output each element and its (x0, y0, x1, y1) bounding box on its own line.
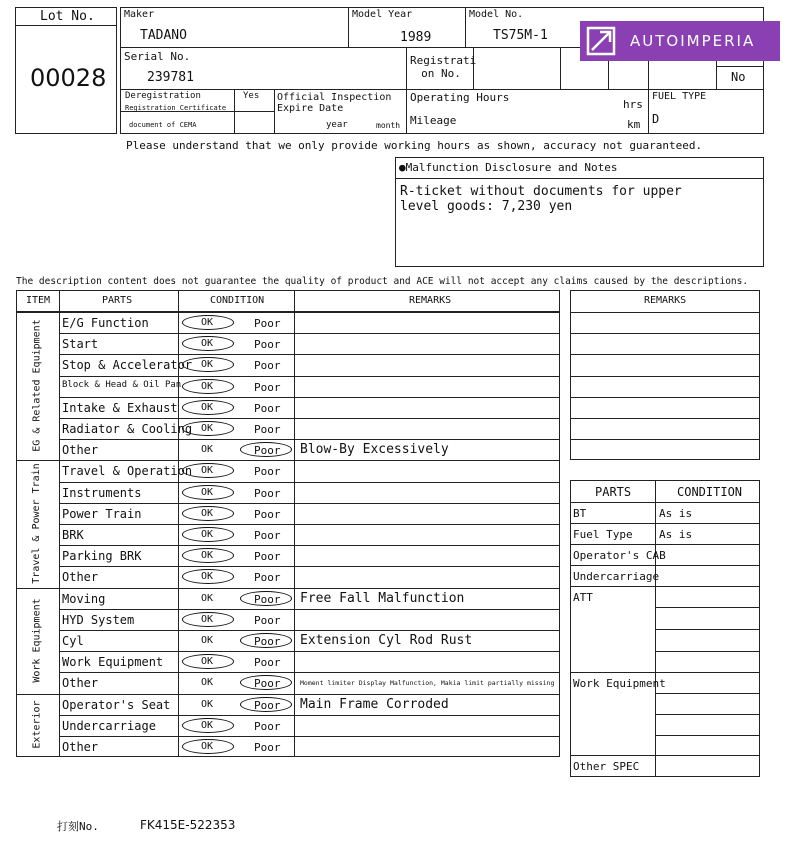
group-label: Exterior (31, 700, 43, 749)
model-no-value: TS75M-1 (493, 28, 548, 43)
ok-label: OK (201, 635, 214, 646)
part-name: Intake & Exhaust (62, 400, 178, 415)
poor-circle-mark (240, 591, 292, 606)
ok-label: OK (201, 529, 214, 540)
poor-label: Poor (254, 741, 281, 754)
remark-text: Moment limiter Display Malfunction, Makia limit partially missing (300, 679, 555, 688)
part-name: HYD System (62, 612, 135, 627)
right-part-condition: As is (659, 528, 693, 541)
ok-label: OK (201, 465, 214, 477)
dereg-value: Yes (243, 91, 260, 101)
ok-circle-mark (182, 400, 234, 415)
ok-label: OK (201, 592, 214, 604)
part-name: Other (62, 443, 99, 458)
poor-label: Poor (254, 635, 281, 648)
part-name: Moving (62, 591, 106, 606)
part-name: Travel & Operation (62, 464, 193, 479)
month-label: month (376, 121, 401, 130)
logo-text: AUTOIMPERIA (630, 32, 756, 50)
poor-label: Poor (254, 317, 281, 330)
operating-hours-label: Operating Hours (410, 91, 510, 104)
group-label: EG & Related Equipment (31, 319, 43, 452)
year-label: year (326, 120, 348, 130)
group-label: Work Equipment (31, 597, 43, 683)
ac-value: No (731, 70, 746, 84)
lot-number: 00028 (30, 64, 107, 92)
group-label: Travel & Power Train (31, 463, 43, 584)
autoimperia-logo (580, 21, 780, 61)
ok-label: OK (201, 719, 214, 731)
part-name: BRK (62, 528, 84, 542)
poor-label: Poor (254, 719, 281, 733)
poor-label: Poor (254, 486, 281, 500)
ok-label: OK (201, 677, 214, 689)
part-name: Power Train (62, 506, 142, 521)
remark-text: Blow-By Excessively (300, 442, 449, 458)
poor-label: Poor (254, 571, 281, 585)
hrs-label: hrs (623, 98, 643, 111)
ok-circle-mark (182, 315, 234, 330)
poor-label: Poor (254, 338, 281, 352)
part-name: Other (62, 740, 99, 754)
ok-circle-mark (182, 612, 234, 627)
mileage-label: Mileage (410, 114, 457, 127)
ok-circle-mark (182, 718, 234, 733)
right-part-name: Other SPEC (573, 760, 640, 773)
part-name: Parking BRK (62, 549, 142, 564)
dereg-label: Deregistration (125, 91, 201, 101)
col-item: ITEM (26, 295, 51, 306)
ok-label: OK (201, 317, 214, 328)
ok-label: OK (201, 698, 214, 710)
part-name: Instruments (62, 485, 142, 500)
poor-label: Poor (254, 613, 281, 627)
ok-circle-mark (182, 739, 234, 754)
poor-label: Poor (254, 444, 281, 458)
poor-label: Poor (254, 677, 281, 691)
ok-label: OK (201, 380, 214, 392)
right-col-parts: PARTS (595, 485, 632, 499)
remark-text: Main Frame Corroded (300, 696, 449, 712)
right-part-name: Fuel Type (573, 528, 633, 541)
ok-label: OK (201, 571, 214, 583)
ok-label: OK (201, 444, 214, 456)
model-no-label: Model No. (469, 9, 524, 20)
poor-label: Poor (254, 507, 281, 521)
col-remarks: REMARKS (409, 295, 452, 306)
ok-circle-mark (182, 485, 234, 500)
poor-label: Poor (254, 550, 281, 564)
poor-label: Poor (254, 465, 281, 479)
part-name: Start (62, 337, 99, 352)
ok-circle-mark (182, 379, 234, 394)
stamp-value: FK415E-522353 (140, 818, 236, 832)
part-name: Other (62, 676, 99, 691)
reg-cert-label: Registration Certificate (125, 104, 227, 112)
serial-value: 239781 (147, 70, 194, 85)
right-part-name: Work Equipment (573, 677, 666, 690)
poor-label: Poor (254, 380, 281, 394)
poor-circle-mark (240, 633, 292, 648)
remark-text: Extension Cyl Rod Rust (300, 633, 473, 648)
ok-circle-mark (182, 527, 234, 542)
serial-label: Serial No. (124, 50, 191, 63)
remark-text: Free Fall Malfunction (300, 590, 465, 606)
malfunction-text-1: R-ticket without documents for upper (400, 184, 682, 199)
model-year-label: Model Year (352, 9, 413, 20)
col-condition: CONDITION (210, 295, 265, 306)
right-part-name: Undercarriage (573, 570, 660, 583)
ok-label: OK (201, 486, 214, 498)
right-part-name: Operator's CAB (573, 549, 666, 562)
fuel-type-label: FUEL TYPE (652, 91, 707, 102)
poor-label: Poor (254, 529, 281, 542)
part-name: Operator's Seat (62, 697, 171, 712)
poor-label: Poor (254, 592, 281, 606)
part-name: Block & Head & Oil Pan (62, 379, 182, 390)
part-name: Work Equipment (62, 655, 164, 670)
ok-label: OK (201, 507, 214, 519)
poor-label: Poor (254, 698, 281, 712)
right-col-condition: CONDITION (677, 485, 743, 499)
part-name: Undercarriage (62, 718, 156, 733)
poor-circle-mark (240, 697, 292, 712)
poor-label: Poor (254, 401, 281, 415)
maker-value: TADANO (140, 28, 187, 43)
poor-label: Poor (254, 656, 281, 670)
col-parts: PARTS (102, 295, 133, 306)
maker-label: Maker (124, 9, 155, 20)
hours-notice: Please understand that we only provide working hours as shown, accuracy not guaranteed. (126, 139, 703, 152)
km-label: km (627, 118, 641, 131)
lot-label: Lot No. (40, 9, 95, 24)
malfunction-text-2: level goods: 7,230 yen (400, 199, 573, 214)
fuel-type-value: D (652, 112, 660, 126)
poor-label: Poor (254, 359, 281, 373)
registration-label: Registrati on No. (410, 54, 477, 81)
part-name: Stop & Accelerator (62, 358, 193, 373)
ok-label: OK (201, 741, 214, 752)
part-name: Cyl (62, 634, 84, 648)
part-name: E/G Function (62, 316, 149, 330)
part-name: Other (62, 570, 99, 585)
ok-label: OK (201, 401, 214, 413)
inspection-label: Official Inspection Expire Date (277, 92, 392, 114)
right-part-condition: As is (659, 507, 693, 520)
ok-label: OK (201, 613, 214, 625)
right-part-name: BT (573, 507, 587, 520)
part-name: Radiator & Cooling (62, 422, 193, 436)
ok-label: OK (201, 423, 214, 434)
disclaimer: The description content does not guarantee the quality of product and ACE will not accept any claims caused by the descriptions. (16, 276, 749, 287)
ok-circle-mark (182, 421, 234, 436)
ok-label: OK (201, 338, 214, 350)
ok-label: OK (201, 359, 214, 371)
right-part-name: ATT (573, 591, 593, 604)
stamp-label: 打刻No. (57, 820, 99, 833)
ok-label: OK (201, 550, 214, 562)
logo-mark-icon (586, 26, 616, 56)
ok-circle-mark (182, 506, 234, 521)
malfunction-title: ●Malfunction Disclosure and Notes (399, 161, 618, 174)
poor-label: Poor (254, 423, 281, 436)
doc-cema-label: document of CEMA (129, 121, 197, 129)
right-remarks-header: REMARKS (644, 295, 687, 306)
ok-label: OK (201, 656, 214, 668)
model-year-value: 1989 (400, 30, 432, 45)
